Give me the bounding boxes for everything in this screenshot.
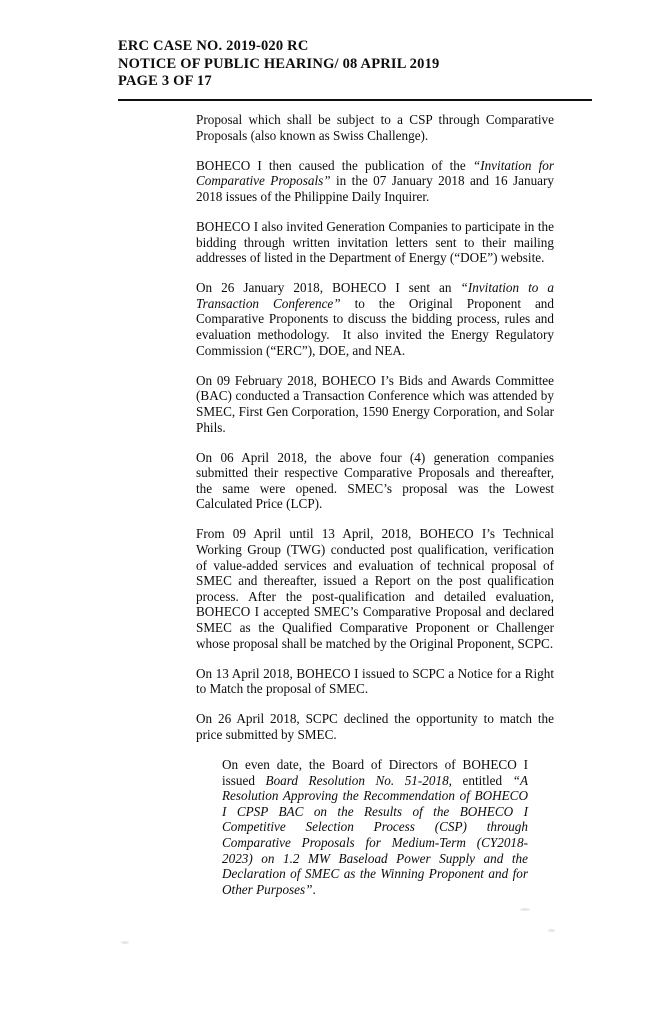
paragraph-2 — [196, 158, 554, 205]
paragraph-10-italic-quote: “A Resolution Approving the Recommendation of BOHECO I CPSP BAC on the Results of the BOHECO I Competitive Selection Process (CSP) through Comparative Proposals for Medium-Term (CY2018-2023) on 1.2 MW Baseload Power Supply and the Declaration of SMEC as the Winning Proponent and for Other Purposes” — [222, 772, 528, 897]
paragraph-1: Proposal which shall be subject to a CSP through Comparative Proposals (also known as Swiss Challenge). — [196, 112, 554, 143]
header-divider — [118, 99, 592, 101]
paragraph-3: BOHECO I also invited Generation Companies to participate in the bidding through written invitation letters sent to their mailing addresses of listed in the Department of Energy (“DOE”) website. — [196, 218, 554, 266]
paragraph-10-text-c: . — [312, 881, 316, 897]
paragraph-8: On 13 April 2018, BOHECO I issued to SCPC a Notice for a Right to Match the proposal of SMEC. — [196, 665, 554, 697]
paragraph-4-text-a: On 26 January 2018, BOHECO I sent an — [196, 280, 461, 296]
header-case-number: ERC CASE NO. 2019-020 RC — [118, 38, 309, 54]
header-notice-title: NOTICE OF PUBLIC HEARING/ 08 APRIL 2019 — [118, 55, 440, 72]
paragraph-10-text-b: , entitled — [448, 772, 513, 788]
scan-artifact-2 — [520, 908, 530, 911]
document-header — [118, 38, 588, 91]
header-page-number: PAGE 3 OF 17 — [118, 73, 212, 89]
scan-artifact-3 — [548, 929, 555, 932]
paragraph-9: On 26 April 2018, SCPC declined the opportunity to match the price submitted by SMEC. — [196, 711, 554, 742]
paragraph-2-text-a: BOHECO I then caused the publication of the — [196, 157, 473, 173]
paragraph-2-text-b: in the 07 January 2018 and 16 January 2018 issues of the Philippine Daily Inquirer. — [196, 173, 554, 204]
paragraph-10-italic-resolution: Board Resolution No. 51-2018 — [265, 772, 449, 788]
paragraph-4 — [196, 280, 554, 358]
indented-quote-block — [222, 757, 528, 897]
scan-artifact-1 — [121, 941, 129, 944]
paragraph-4-italic-title: “Invitation to a Transaction Conference” — [196, 280, 554, 311]
document-body — [196, 112, 554, 897]
paragraph-10-text-a: On even date, the Board of Directors of BOHECO I issued — [222, 757, 528, 788]
paragraph-6: On 06 April 2018, the above four (4) generation companies submitted their respective Comparative Proposals and thereafter, the same were opened. SMEC’s proposal was the Lowest Calculated Price (LCP). — [196, 449, 554, 512]
paragraph-4-text-b: to the Original Proponent and Comparative Proponents to discuss the bidding process, rules and evaluation methodology. It also invited the Energy Regulatory Commission (“ERC”), DOE, and NEA. — [196, 295, 554, 358]
paragraph-7: From 09 April until 13 April, 2018, BOHECO I’s Technical Working Group (TWG) conducted post qualification, verification of value-added services and evaluation of technical proposal of SMEC and thereafter, issued a Report on the post qualification process. After the post-qualification and detailed evaluation, BOHECO I accepted SMEC’s Comparative Proposal and declared SMEC as the Qualified Comparative Proponent or Challenger whose proposal shall be matched by the Original Proponent, SCPC. — [196, 526, 554, 651]
paragraph-2-italic-title: “Invitation for Comparative Proposals” — [196, 157, 554, 189]
paragraph-5: On 09 February 2018, BOHECO I’s Bids and Awards Committee (BAC) conducted a Transaction Conference which was attended by SMEC, First Gen Corporation, 1590 Energy Corporation, and Solar Phils. — [196, 372, 554, 435]
paragraph-10 — [222, 757, 528, 897]
